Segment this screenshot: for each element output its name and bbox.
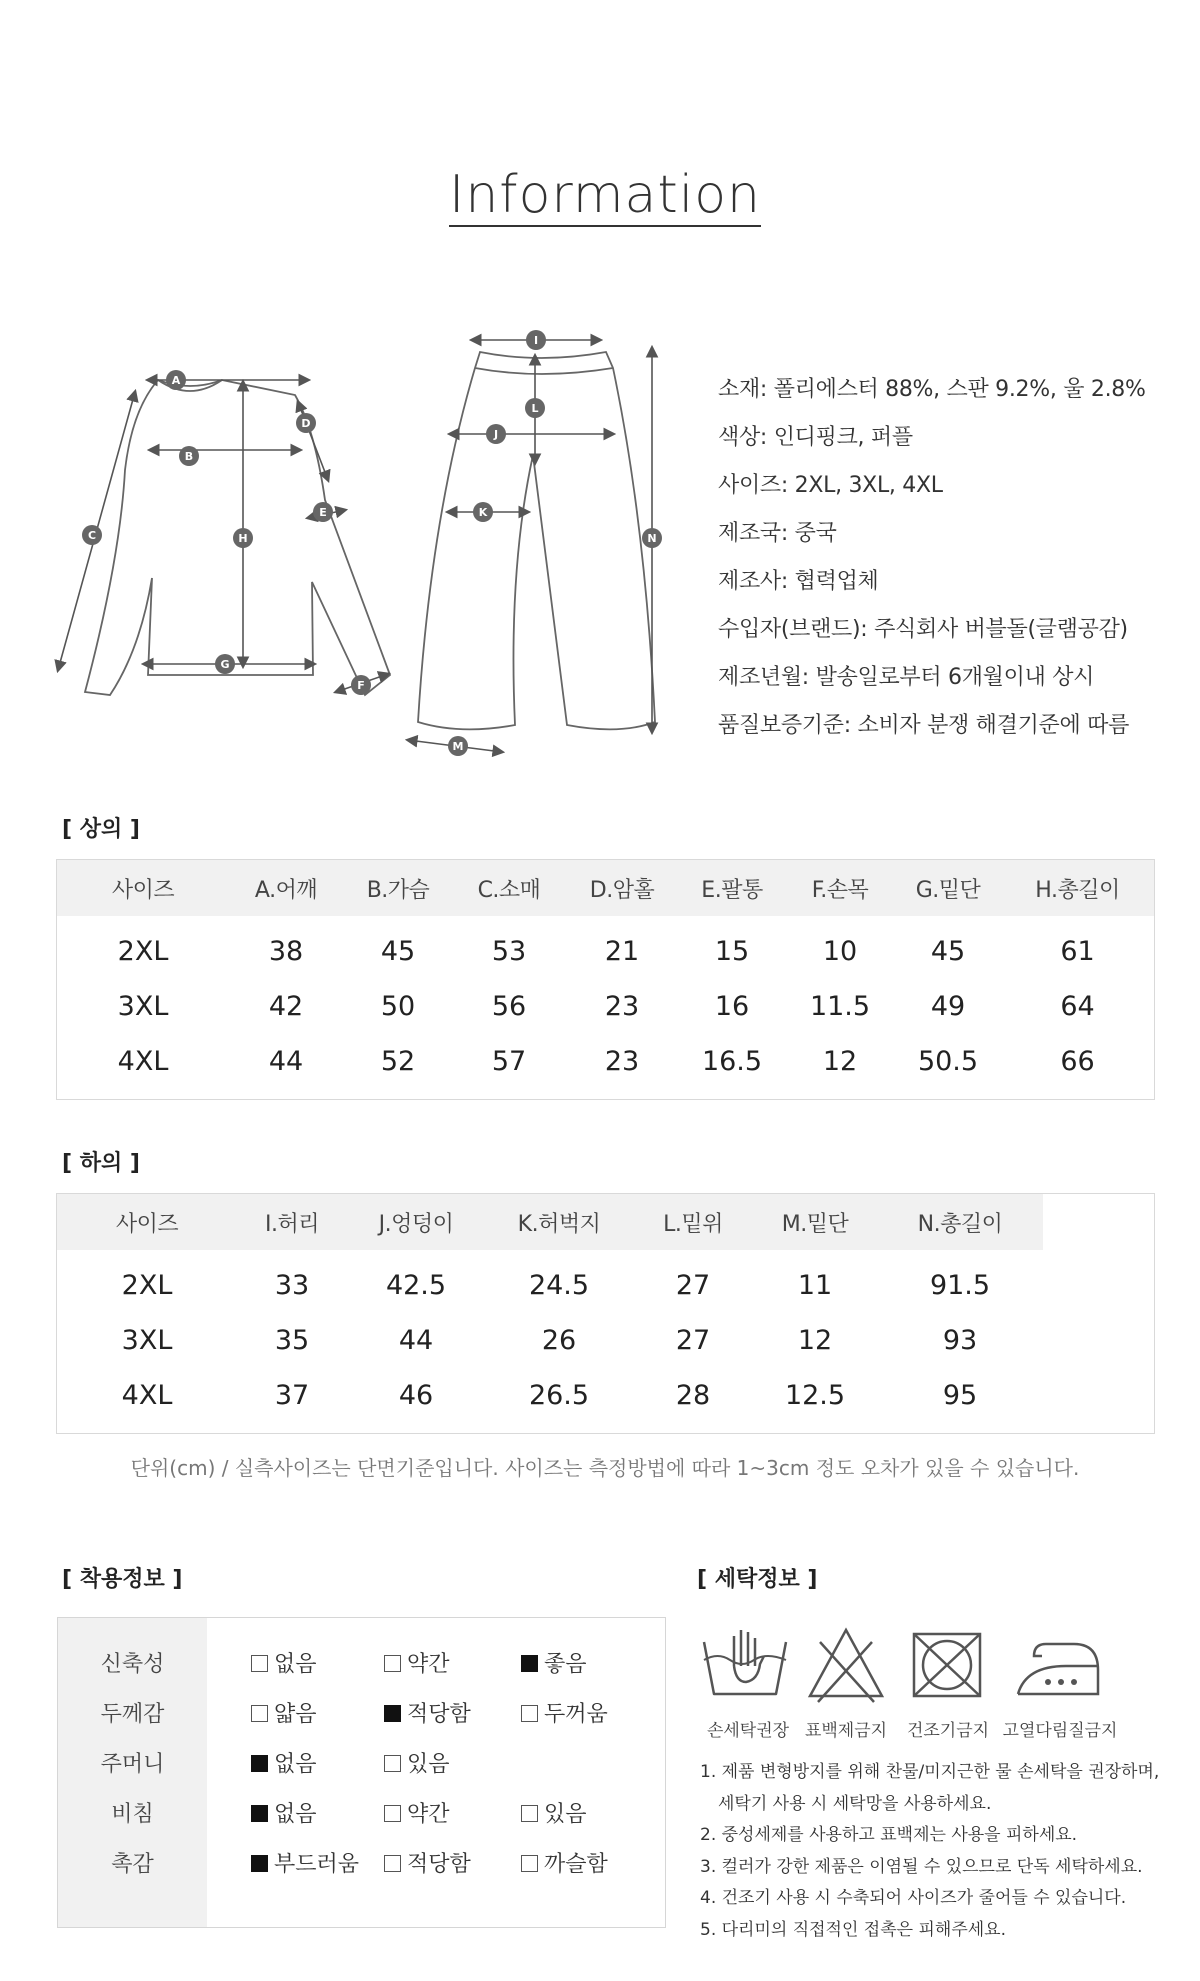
header-hem: G.밑단 <box>895 860 1001 916</box>
top-table-header-row <box>57 860 1154 916</box>
checkbox-icon <box>384 1805 401 1822</box>
spec-material: 소재: 폴리에스터 88%, 스판 9.2%, 울 2.8% <box>718 377 1146 402</box>
fit-option: 약간 <box>384 1640 450 1690</box>
table-cell: 53 <box>491 936 527 967</box>
no-bleach-icon <box>810 1630 882 1702</box>
header-shoulder: A.어깨 <box>229 860 343 916</box>
marker-f <box>351 675 371 695</box>
wash-label: 고열다림질금지 <box>1002 1721 1118 1741</box>
table-cell: 26 <box>541 1325 577 1356</box>
checkbox-icon <box>384 1655 401 1672</box>
wash-note: 4. 건조기 사용 시 수축되어 사이즈가 줄어들 수 있습니다. <box>700 1888 1127 1908</box>
fit-label: 두께감 <box>100 1702 165 1727</box>
table-cell: 12 <box>822 1046 858 1077</box>
marker-h <box>233 528 253 548</box>
table-cell: 50.5 <box>917 1046 979 1077</box>
table-cell: 12.5 <box>784 1380 846 1411</box>
garment-diagram <box>40 320 680 770</box>
fit-row-thickness <box>58 1690 665 1740</box>
svg-text:B: B <box>184 450 194 463</box>
marker-c <box>82 525 102 545</box>
wash-note: 3. 컬러가 강한 제품은 이염될 수 있으므로 단독 세탁하세요. <box>700 1856 1143 1877</box>
checkbox-checked-icon <box>384 1705 401 1722</box>
header-wrist: F.손목 <box>785 860 895 916</box>
fit-label: 주머니 <box>100 1752 165 1777</box>
table-cell: 61 <box>1060 936 1095 967</box>
table-cell: 12 <box>797 1325 833 1356</box>
table-cell: 23 <box>604 991 640 1022</box>
svg-text:A: A <box>171 374 181 387</box>
checkbox-checked-icon <box>251 1755 268 1772</box>
fit-row-sheerness <box>58 1790 665 1840</box>
spec-color: 색상: 인디핑크, 퍼플 <box>718 425 913 450</box>
table-cell: 4XL <box>117 1046 169 1077</box>
checkbox-icon <box>384 1755 401 1772</box>
marker-k <box>473 502 493 522</box>
table-cell: 64 <box>1060 991 1095 1022</box>
table-cell: 3XL <box>121 1325 173 1356</box>
spec-country: 제조국: 중국 <box>718 521 837 546</box>
fit-option: 약간 <box>384 1790 450 1840</box>
bottom-table-title: [ 하의 ] <box>62 1151 140 1176</box>
spec-manufacture-date: 제조년월: 발송일로부터 6개월이내 상시 <box>718 665 1095 690</box>
table-cell: 27 <box>675 1325 711 1356</box>
table-cell: 66 <box>1060 1046 1095 1077</box>
spec-sizes: 사이즈: 2XL, 3XL, 4XL <box>718 473 943 498</box>
table-row <box>57 1034 1154 1089</box>
table-cell: 21 <box>604 936 640 967</box>
table-cell: 91.5 <box>929 1270 991 1301</box>
table-row <box>57 1258 1043 1313</box>
marker-i <box>526 330 546 350</box>
product-specs <box>718 370 1146 754</box>
header-size: 사이즈 <box>57 860 229 916</box>
fit-option: 까슬함 <box>521 1840 608 1890</box>
fit-option: 부드러움 <box>251 1840 359 1890</box>
wash-note: 5. 다리미의 직접적인 접촉은 피해주세요. <box>700 1919 1006 1940</box>
table-cell: 50 <box>380 991 416 1022</box>
table-cell: 49 <box>930 991 966 1022</box>
fit-row-texture <box>58 1840 665 1890</box>
spec-manufacturer: 제조사: 협력업체 <box>718 569 879 594</box>
fit-row-stretch <box>58 1640 665 1690</box>
table-cell: 26.5 <box>528 1380 590 1411</box>
svg-text:J: J <box>493 428 499 441</box>
table-cell: 4XL <box>121 1380 173 1411</box>
spec-quality-standard: 품질보증기준: 소비자 분쟁 해결기준에 따름 <box>718 713 1130 738</box>
hand-wash-icon <box>704 1630 786 1694</box>
table-row <box>57 1368 1043 1423</box>
table-cell: 23 <box>604 1046 640 1077</box>
table-cell: 95 <box>942 1380 978 1411</box>
top-table-title: [ 상의 ] <box>62 817 140 842</box>
fit-info-table <box>57 1617 666 1928</box>
checkbox-icon <box>521 1855 538 1872</box>
checkbox-icon <box>251 1655 268 1672</box>
table-cell: 27 <box>675 1270 711 1301</box>
table-cell: 56 <box>491 991 527 1022</box>
checkbox-checked-icon <box>251 1855 268 1872</box>
table-row <box>57 1313 1043 1368</box>
wash-label: 손세탁권장 <box>706 1721 790 1741</box>
header-total-length: H.총길이 <box>1001 860 1154 916</box>
marker-j <box>486 424 506 444</box>
marker-l <box>525 398 545 418</box>
svg-text:G: G <box>220 658 230 671</box>
table-cell: 24.5 <box>528 1270 590 1301</box>
table-cell: 11.5 <box>809 991 871 1022</box>
fit-option: 두꺼움 <box>521 1690 608 1740</box>
marker-d <box>296 413 316 433</box>
table-cell: 38 <box>268 936 304 967</box>
fit-label: 비침 <box>111 1802 154 1827</box>
header-hem: M.밑단 <box>753 1194 877 1250</box>
table-cell: 33 <box>274 1270 310 1301</box>
size-note: 단위(cm) / 실측사이즈는 단면기준입니다. 사이즈는 측정방법에 따라 1~3cm 정도 오차가 있을 수 있습니다. <box>130 1456 1080 1480</box>
wash-label: 표백제금지 <box>804 1721 888 1741</box>
table-cell: 44 <box>268 1046 304 1077</box>
top-size-table <box>57 860 1154 1089</box>
checkbox-icon <box>384 1855 401 1872</box>
fit-option: 없음 <box>251 1640 317 1690</box>
table-cell: 44 <box>398 1325 434 1356</box>
table-row <box>57 979 1154 1034</box>
no-tumble-dry-icon <box>914 1634 980 1696</box>
wash-note: 1. 제품 변형방지를 위해 찬물/미지근한 물 손세탁을 권장하며, <box>700 1762 1160 1782</box>
table-cell: 45 <box>930 936 966 967</box>
table-cell: 2XL <box>121 1270 173 1301</box>
fit-label: 신축성 <box>100 1652 165 1677</box>
no-high-heat-iron-icon <box>1018 1644 1098 1694</box>
svg-text:D: D <box>301 417 311 430</box>
table-cell: 10 <box>822 936 858 967</box>
bottom-size-table <box>57 1194 1043 1423</box>
table-cell: 28 <box>675 1380 711 1411</box>
fit-label: 촉감 <box>111 1852 154 1877</box>
svg-text:I: I <box>533 334 539 347</box>
header-waist: I.허리 <box>237 1194 347 1250</box>
marker-b <box>179 446 199 466</box>
wash-note: 세탁기 사용 시 세탁망을 사용하세요. <box>718 1793 992 1814</box>
svg-text:N: N <box>647 532 657 545</box>
table-cell: 11 <box>797 1270 833 1301</box>
fit-row-pocket <box>58 1740 665 1790</box>
header-sleeve: C.소매 <box>453 860 565 916</box>
fit-option: 적당함 <box>384 1690 471 1740</box>
fit-option: 없음 <box>251 1790 317 1840</box>
svg-text:L: L <box>531 402 539 415</box>
wash-icons <box>696 1622 1166 1708</box>
marker-g <box>215 654 235 674</box>
header-thigh: K.허벅지 <box>485 1194 633 1250</box>
fit-option: 있음 <box>521 1790 587 1840</box>
checkbox-icon <box>521 1805 538 1822</box>
table-cell: 16.5 <box>701 1046 763 1077</box>
table-cell: 15 <box>714 936 750 967</box>
fit-info-title: [ 착용정보 ] <box>62 1567 183 1592</box>
svg-text:E: E <box>319 506 327 519</box>
table-cell: 3XL <box>117 991 169 1022</box>
checkbox-icon <box>251 1705 268 1722</box>
svg-text:F: F <box>357 679 365 692</box>
table-cell: 16 <box>714 991 750 1022</box>
header-total-length: N.총길이 <box>877 1194 1043 1250</box>
page-title <box>0 165 1200 225</box>
svg-text:K: K <box>478 506 488 519</box>
table-cell: 35 <box>274 1325 310 1356</box>
checkbox-checked-icon <box>521 1655 538 1672</box>
marker-e <box>313 502 333 522</box>
checkbox-checked-icon <box>251 1805 268 1822</box>
table-row <box>57 924 1154 979</box>
header-chest: B.가슴 <box>343 860 453 916</box>
table-cell: 52 <box>380 1046 416 1077</box>
table-cell: 93 <box>942 1325 978 1356</box>
page-title-text: Information <box>448 165 761 225</box>
marker-m <box>448 736 468 756</box>
table-cell: 37 <box>274 1380 310 1411</box>
marker-n <box>642 528 662 548</box>
fit-option: 있음 <box>384 1740 450 1790</box>
wash-info-title: [ 세탁정보 ] <box>697 1567 818 1592</box>
header-hip: J.엉덩이 <box>347 1194 485 1250</box>
header-size: 사이즈 <box>57 1194 237 1250</box>
table-cell: 46 <box>398 1380 434 1411</box>
svg-text:H: H <box>238 532 248 545</box>
wash-label: 건조기금지 <box>906 1721 990 1741</box>
bottom-table-header-row <box>57 1194 1043 1250</box>
marker-a <box>166 370 186 390</box>
table-cell: 2XL <box>117 936 169 967</box>
fit-option: 없음 <box>251 1740 317 1790</box>
checkbox-icon <box>521 1705 538 1722</box>
fit-option: 좋음 <box>521 1640 587 1690</box>
header-rise: L.밑위 <box>633 1194 753 1250</box>
header-upper-arm: E.팔통 <box>679 860 785 916</box>
svg-text:C: C <box>87 529 97 542</box>
wash-notes <box>700 1757 1170 1946</box>
fit-option: 얇음 <box>251 1690 317 1740</box>
table-cell: 42 <box>268 991 304 1022</box>
fit-option: 적당함 <box>384 1840 471 1890</box>
table-cell: 42.5 <box>385 1270 447 1301</box>
wash-note: 2. 중성세제를 사용하고 표백제는 사용을 피하세요. <box>700 1825 1078 1845</box>
svg-text:M: M <box>452 740 464 753</box>
header-armhole: D.암홀 <box>565 860 679 916</box>
spec-importer: 수입자(브랜드): 주식회사 버블돌(글램공감) <box>718 617 1128 642</box>
table-cell: 57 <box>491 1046 527 1077</box>
table-cell: 45 <box>380 936 416 967</box>
